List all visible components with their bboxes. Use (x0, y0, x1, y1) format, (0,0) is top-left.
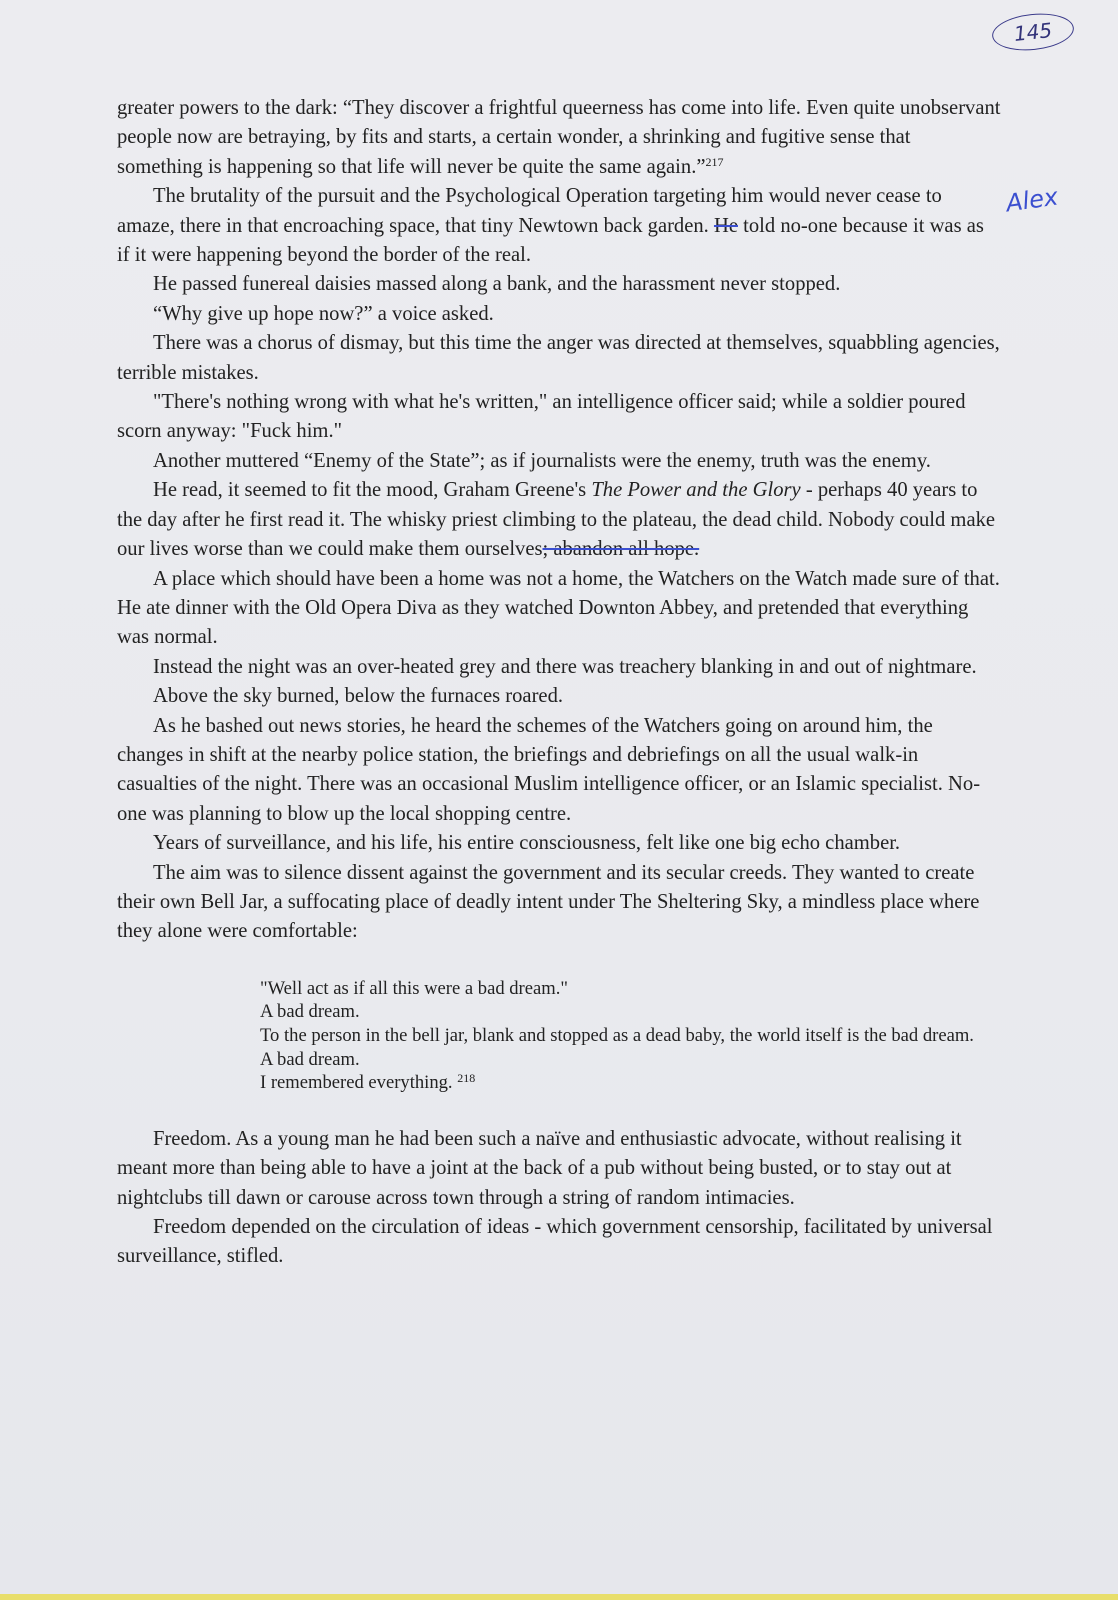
quote-line: "Well act as if all this were a bad dream." (260, 977, 568, 999)
paragraph: There was a chorus of dismay, but this time the anger was directed at themselves, squabbling agencies, terrible mistakes. (117, 332, 1000, 384)
footnote-marker: 218 (457, 1071, 476, 1086)
footnote-marker: 217 (705, 154, 724, 169)
paragraph: "There's nothing wrong with what he's written," an intelligence officer said; while a soldier poured scorn anyway: "Fuck him." (117, 391, 966, 443)
struck-text: He (713, 214, 738, 237)
paragraph: The aim was to silence dissent against the government and its secular creeds. They wanted to create their own Bell Jar, a suffocating place of deadly intent under The Sheltering Sky, a mindless place where they alone were comfortable: (117, 861, 980, 943)
paragraph: As he bashed out news stories, he heard the schemes of the Watchers going on around him, the changes in shift at the nearby police station, the briefings and debriefings on all the usual walk-in casualties of the night. There was an occasional Muslim intelligence officer, or an Islamic specialist. No-one was planning to blow up the local shopping centre. (117, 714, 981, 825)
paragraph: He read, it seemed to fit the mood, Graham Greene's The Power and the Glory - perhaps 40 years to the day after he first read it. The whisky priest climbing to the plateau, the dead child. Nobody could make our lives worse than we could make them ourselves; abandon all hope. (117, 479, 996, 561)
quote-line: A bad dream. (260, 1048, 360, 1070)
paragraph: greater powers to the dark: “They discover a frightful queerness has come into life. Even quite unobservant people now are betraying, by fits and starts, a certain wonder, a shrinking and fugitive sense that something is happening so that life will never be quite the same again.”$^{217}$ (117, 97, 1001, 178)
quote-line: To the person in the bell jar, blank and stopped as a dead baby, the world itself is the bad dream. (260, 1024, 974, 1046)
paragraph: Freedom depended on the circulation of ideas - which government censorship, facilitated by universal surveillance, stifled. (117, 1215, 993, 1268)
paragraph: Freedom. As a young man he had been such a naïve and enthusiastic advocate, without realising it meant more than being able to have a joint at the back of a pub without being busted, or to stay out at nightclubs till dawn or carouse across town through a string of random intimacies. (117, 1127, 962, 1209)
paragraph: He passed funereal daisies massed along a bank, and the harassment never stopped. (153, 273, 841, 296)
handwritten-page-number: 145 (990, 10, 1075, 54)
block-quote (260, 977, 990, 1095)
paper-edge (0, 1594, 1118, 1600)
paragraph: “Why give up hope now?” a voice asked. (153, 302, 494, 325)
quote-line: I remembered everything. $^{218}$ (260, 1071, 476, 1094)
body-text (117, 94, 1001, 1272)
book-title: The Power and the Glory (591, 479, 801, 502)
quote-line: A bad dream. (260, 1001, 360, 1023)
paragraph: Instead the night was an over-heated grey and there was treachery blanking in and out of nightmare. (153, 655, 977, 678)
paragraph: Above the sky burned, below the furnaces roared. (153, 685, 564, 708)
paragraph: Another muttered “Enemy of the State”; as if journalists were the enemy, truth was the enemy. (153, 449, 931, 472)
struck-text: ; abandon all hope. (542, 538, 700, 561)
paragraph: The brutality of the pursuit and the Psychological Operation targeting him would never cease to amaze, there in that encroaching space, that tiny Newtown back garden. He told no-one because it was as if it were happening beyond the border of the real. (117, 185, 984, 267)
paragraph: A place which should have been a home was not a home, the Watchers on the Watch made sure of that. He ate dinner with the Old Opera Diva as they watched Downton Abbey, and pretended that everything was normal. (117, 567, 1000, 649)
paragraph: Years of surveillance, and his life, his entire consciousness, felt like one big echo chamber. (153, 832, 901, 855)
handwritten-margin-note: Alex (1004, 182, 1060, 218)
